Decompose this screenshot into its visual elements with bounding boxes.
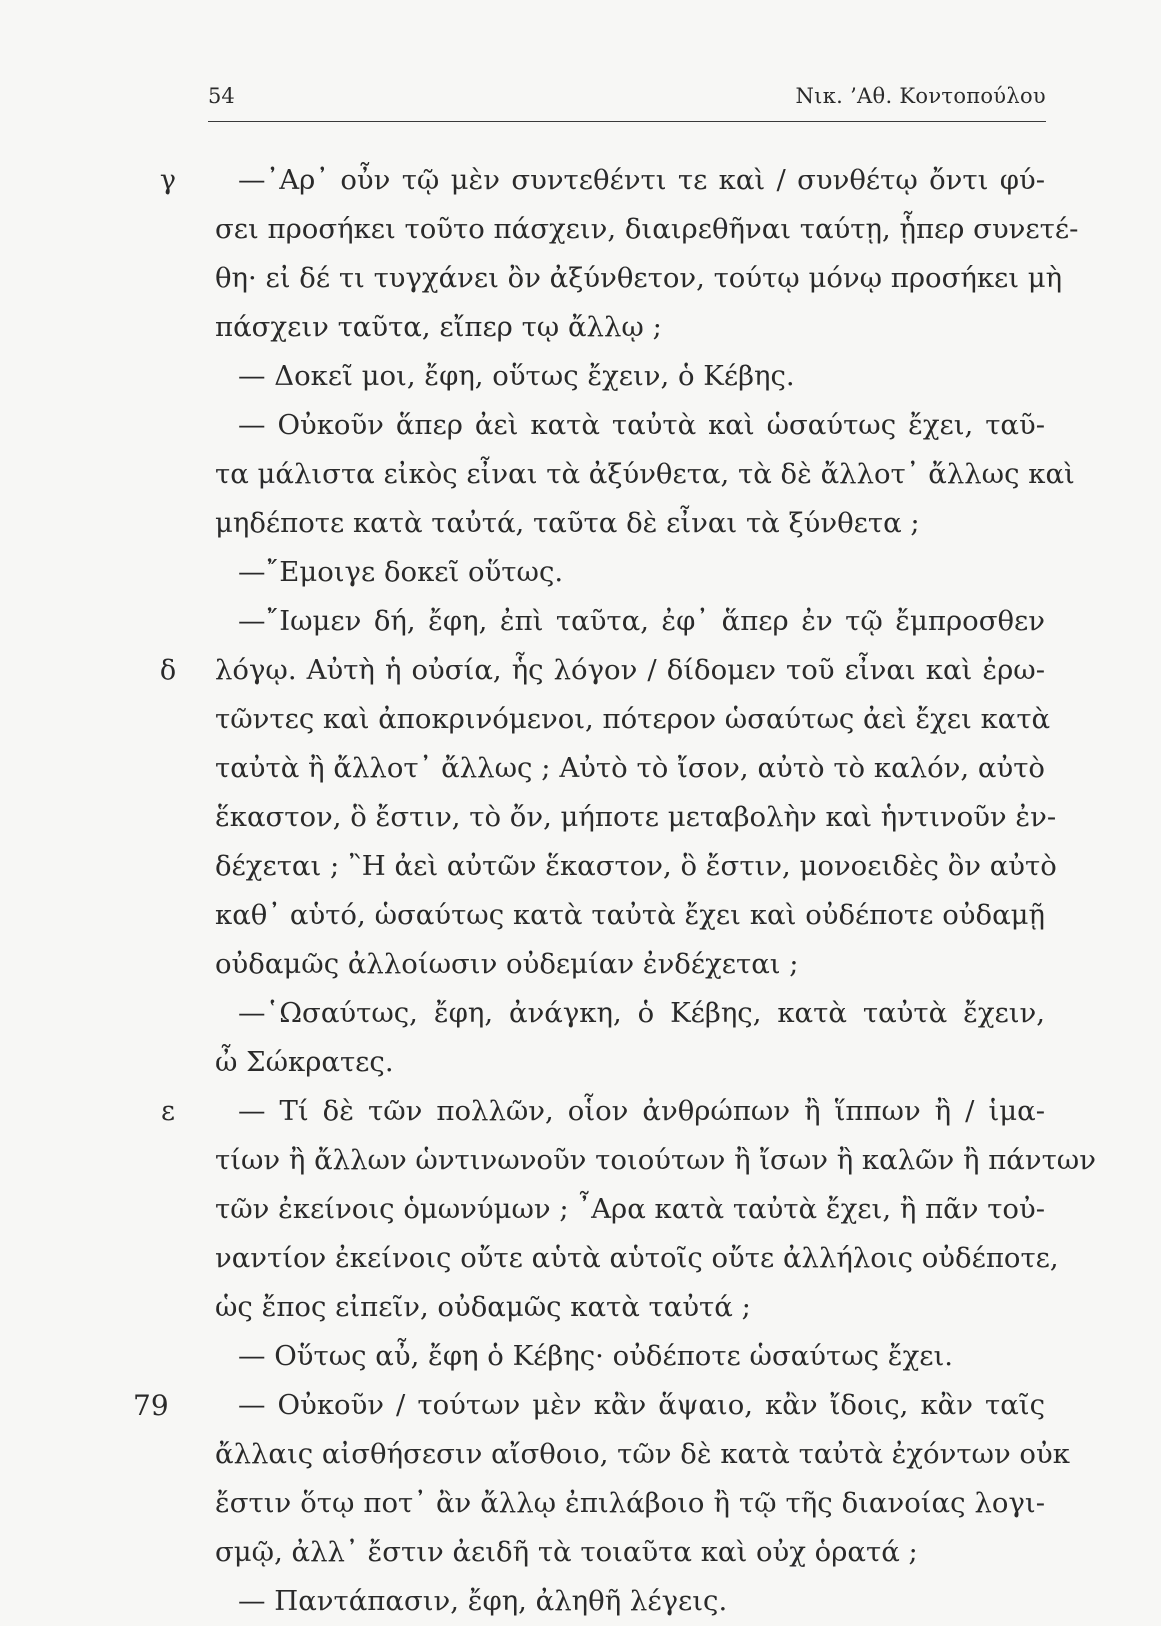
line-text: — Οὕτως αὖ, ἔφη ὁ Κέβης· οὐδέποτε ὡσαύτως ἔχει. (238, 1340, 953, 1372)
line-text: — Οὐκοῦν ἅπερ ἀεὶ κατὰ ταὐτὰ καὶ ὡσαύτως ἔχει, ταῦ- (238, 409, 1045, 441)
line-text: ἄλλαις αἰσθήσεσιν αἴσθοιο, τῶν δὲ κατὰ ταὐτὰ ἐχόντων οὐκ (215, 1438, 1070, 1470)
margin-label-epsilon: ε (161, 1096, 175, 1127)
text-line (0, 646, 1161, 695)
text-line (0, 254, 1161, 303)
line-text: τῶντες καὶ ἀποκρινόμενοι, πότερον ὡσαύτως ἀεὶ ἔχει κατὰ (215, 703, 1051, 735)
line-text: σμῷ, ἀλλ᾿ ἔστιν ἀειδῆ τὰ τοιαῦτα καὶ οὐχ ὁρατά ; (215, 1536, 918, 1568)
text-line (0, 597, 1161, 646)
line-text: — Δοκεῖ μοι, ἔφη, οὕτως ἔχειν, ὁ Κέβης. (238, 360, 795, 392)
line-text: —῎Ιωμεν δή, ἔφη, ἐπὶ ταῦτα, ἐφ᾿ ἅπερ ἐν τῷ ἔμπροσθεν (238, 605, 1045, 637)
text-line (0, 793, 1161, 842)
text-line (0, 1332, 1161, 1381)
margin-label-stephanus-79: 79 (133, 1389, 169, 1422)
line-text: ἔστιν ὅτῳ ποτ᾿ ἂν ἄλλῳ ἐπιλάβοιο ἢ τῷ τῆς διανοίας λογι- (215, 1487, 1045, 1519)
text-line (0, 891, 1161, 940)
text-line (0, 450, 1161, 499)
line-text: ναντίον ἐκείνοις οὔτε αὑτὰ αὑτοῖς οὔτε ἀλλήλοις οὐδέποτε, (215, 1242, 1059, 1274)
text-line (0, 1479, 1161, 1528)
line-text: πάσχειν ταῦτα, εἴπερ τῳ ἄλλῳ ; (215, 311, 662, 343)
margin-label-delta: δ (159, 655, 177, 686)
line-text: ὦ Σώκρατες. (215, 1046, 394, 1078)
dialogue-text (0, 156, 1161, 1626)
line-text: — Παντάπασιν, ἔφη, ἀληθῆ λέγεις. (238, 1585, 728, 1617)
text-line (0, 548, 1161, 597)
line-text: —῎Εμοιγε δοκεῖ οὕτως. (238, 556, 564, 588)
line-text: ταὐτὰ ἢ ἄλλοτ᾿ ἄλλως ; Αὐτὸ τὸ ἴσον, αὐτὸ τὸ καλόν, αὐτὸ (215, 752, 1045, 784)
text-line (0, 695, 1161, 744)
line-text: θη· εἰ δέ τι τυγχάνει ὂν ἀξύνθετον, τούτῳ μόνῳ προσήκει μὴ (215, 262, 1063, 294)
line-text: τίων ἢ ἄλλων ὡντινωνοῦν τοιούτων ἢ ἴσων ἢ καλῶν ἢ πάντων (215, 1144, 1096, 1176)
text-line (0, 1136, 1161, 1185)
text-line (0, 1577, 1161, 1626)
text-line (0, 989, 1161, 1038)
text-line (0, 1038, 1161, 1087)
line-text: σει προσήκει τοῦτο πάσχειν, διαιρεθῆναι ταύτῃ, ᾗπερ συνετέ- (215, 213, 1079, 245)
line-text: οὐδαμῶς ἀλλοίωσιν οὐδεμίαν ἐνδέχεται ; (215, 948, 799, 980)
text-line (0, 1185, 1161, 1234)
text-line (0, 1528, 1161, 1577)
text-line (0, 156, 1161, 205)
text-line (0, 1234, 1161, 1283)
line-text: — Οὐκοῦν / τούτων μὲν κἂν ἅψαιο, κἂν ἴδοις, κἂν ταῖς (238, 1389, 1045, 1421)
page-number: 54 (208, 84, 235, 108)
text-line (0, 303, 1161, 352)
text-line (0, 1087, 1161, 1136)
text-line (0, 205, 1161, 254)
text-line (0, 1430, 1161, 1479)
text-line (0, 1283, 1161, 1332)
line-text: —᾿Αρ᾿ οὖν τῷ μὲν συντεθέντι τε καὶ / συνθέτῳ ὄντι φύ- (238, 164, 1045, 196)
line-text: δέχεται ; ῍Η ἀεὶ αὐτῶν ἕκαστον, ὃ ἔστιν, μονοειδὲς ὂν αὐτὸ (215, 850, 1057, 882)
line-text: τῶν ἐκείνοις ὁμωνύμων ; ῏Αρα κατὰ ταὐτὰ ἔχει, ἢ πᾶν τοὐ- (215, 1193, 1045, 1225)
line-text: καθ᾿ αὑτό, ὡσαύτως κατὰ ταὐτὰ ἔχει καὶ οὐδέποτε οὐδαμῇ (215, 899, 1045, 931)
text-line (0, 940, 1161, 989)
text-line (0, 352, 1161, 401)
running-head (208, 84, 1046, 114)
text-line (0, 1381, 1161, 1430)
line-text: τα μάλιστα εἰκὸς εἶναι τὰ ἀξύνθετα, τὰ δὲ ἄλλοτ᾿ ἄλλως καὶ (215, 458, 1075, 490)
text-line (0, 401, 1161, 450)
text-line (0, 744, 1161, 793)
text-line (0, 499, 1161, 548)
line-text: μηδέποτε κατὰ ταὐτά, ταῦτα δὲ εἶναι τὰ ξύνθετα ; (215, 507, 920, 539)
line-text: —῾Ωσαύτως, ἔφη, ἀνάγκη, ὁ Κέβης, κατὰ ταὐτὰ ἔχειν, (238, 997, 1045, 1029)
line-text: — Τί δὲ τῶν πολλῶν, οἷον ἀνθρώπων ἢ ἵππων ἢ / ἱμα- (238, 1095, 1045, 1127)
header-rule (208, 121, 1046, 122)
line-text: λόγῳ. Αὐτὴ ἡ οὐσία, ἧς λόγον / δίδομεν τοῦ εἶναι καὶ ἐρω- (215, 654, 1045, 686)
margin-label-gamma: γ (159, 165, 177, 196)
line-text: ἕκαστον, ὃ ἔστιν, τὸ ὄν, μήποτε μεταβολὴν καὶ ἡντινοῦν ἐν- (215, 801, 1057, 833)
text-line (0, 842, 1161, 891)
line-text: ὡς ἔπος εἰπεῖν, οὐδαμῶς κατὰ ταὐτά ; (215, 1291, 751, 1323)
header-author: Νικ. ’Αθ. Κοντοπούλου (795, 84, 1046, 108)
